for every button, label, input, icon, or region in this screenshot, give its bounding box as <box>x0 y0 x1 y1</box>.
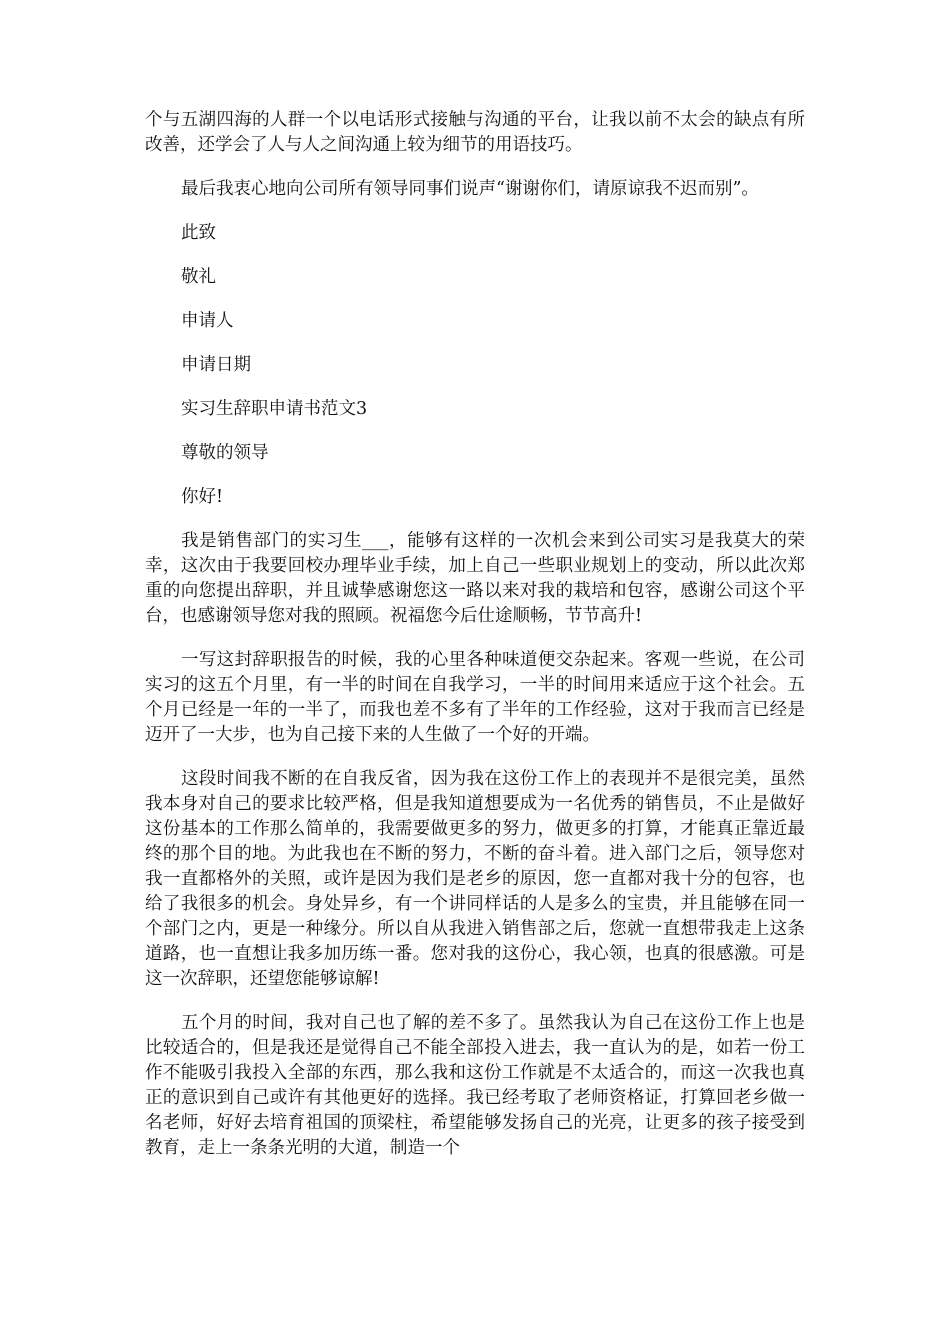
paragraph-reflection: 这段时间我不断的在自我反省，因为我在这份工作上的表现并不是很完美，虽然我本身对自己的要求比较严格，但是我知道想要成为一名优秀的销售员，不止是做好这份基本的工作那么简单的，我需要做更多的努力，做更多的打算，才能真正靠近最终的那个目的地。为此我也在不断的努力，不断的奋斗着。进入部门之后，领导您对我一直都格外的关照，或许是因为我们是老乡的原因，您一直都对我十分的包容，也给了我很多的机会。身处异乡，有一个讲同样话的人是多么的宝贵，并且能够在同一个部门之内，更是一种缘分。所以自从我进入销售部之后，您就一直想带我走上这条道路，也一直想让我多加历练一番。您对我的这份心，我心领，也真的很感激。可是这一次辞职，还望您能够谅解! <box>145 769 805 989</box>
paragraph-continued: 个与五湖四海的人群一个以电话形式接触与沟通的平台，让我以前不太会的缺点有所改善，还学会了人与人之间沟通上较为细节的用语技巧。 <box>145 110 805 155</box>
closing-line-2: 敬礼 <box>181 267 216 287</box>
section-heading: 实习生辞职申请书范文3 <box>181 399 368 419</box>
date-line: 申请日期 <box>181 355 251 375</box>
document-body <box>145 108 805 1180</box>
applicant-line: 申请人 <box>181 311 234 331</box>
greeting-line: 你好! <box>181 487 224 507</box>
closing-line-1: 此致 <box>181 223 216 243</box>
paragraph-reason: 五个月的时间，我对自己也了解的差不多了。虽然我认为自己在这份工作上也是比较适合的，但是我还是觉得自己不能全部投入进去，我一直认为的是，如若一份工作不能吸引我投入全部的东西，那么我和这份工作就是不太适合的，而这一次我也真正的意识到自己或许有其他更好的选择。我已经考取了老师资格证，打算回老乡做一名老师，好好去培育祖国的顶梁柱，希望能够发扬自己的光亮，让更多的孩子接受到教育，走上一条条光明的大道，制造一个 <box>145 1013 805 1158</box>
paragraph-thanks: 最后我衷心地向公司所有领导同事们说声“谢谢你们，请原谅我不迟而别”。 <box>181 179 759 199</box>
salutation-line: 尊敬的领导 <box>181 443 269 463</box>
paragraph-intro: 我是销售部门的实习生___，能够有这样的一次机会来到公司实习是我莫大的荣幸，这次由于我要回校办理毕业手续，加上自己一些职业规划上的变动，所以此次郑重的向您提出辞职，并且诚挚感谢您这一路以来对我的栽培和包容，感谢公司这个平台，也感谢领导您对我的照顾。祝福您今后仕途顺畅，节节高升! <box>145 531 805 626</box>
paragraph-feelings: 一写这封辞职报告的时候，我的心里各种味道便交杂起来。客观一些说，在公司实习的这五个月里，有一半的时间在自我学习，一半的时间用来适应于这个社会。五个月已经是一年的一半了，而我也差不多有了半年的工作经验，这对于我而言已经是迈开了一大步，也为自己接下来的人生做了一个好的开端。 <box>145 650 805 745</box>
